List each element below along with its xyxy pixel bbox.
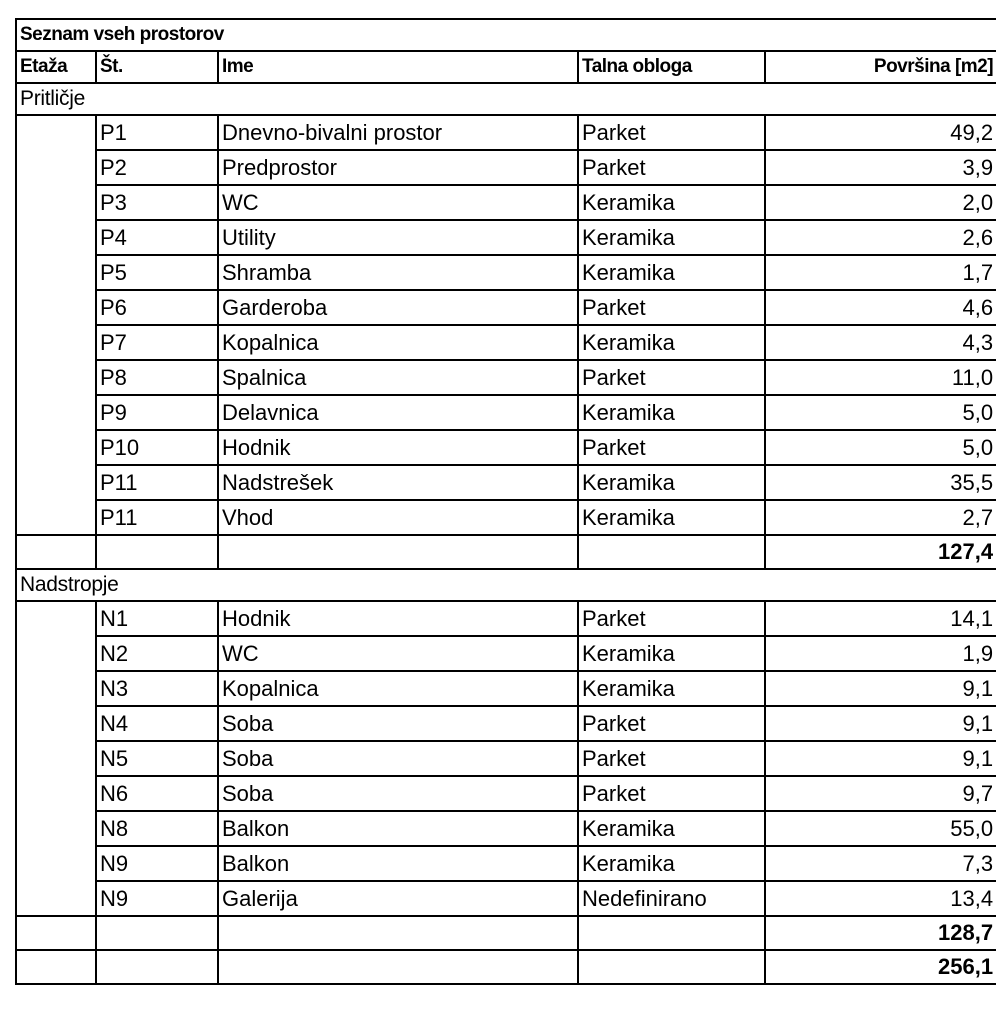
room-area: 55,0	[765, 811, 996, 846]
room-flooring: Nedefinirano	[578, 881, 765, 916]
table-row	[16, 846, 996, 881]
empty-cell	[218, 535, 578, 569]
table-row	[16, 811, 996, 846]
table-title: Seznam vseh prostorov	[16, 19, 996, 51]
section-subtotal: 127,4	[765, 535, 996, 569]
empty-cell	[16, 535, 96, 569]
room-number: P7	[96, 325, 218, 360]
room-name: Soba	[218, 776, 578, 811]
room-name: Hodnik	[218, 601, 578, 636]
empty-cell	[16, 916, 96, 950]
room-area: 4,3	[765, 325, 996, 360]
room-area: 13,4	[765, 881, 996, 916]
room-number: P9	[96, 395, 218, 430]
room-area: 14,1	[765, 601, 996, 636]
room-area: 9,1	[765, 706, 996, 741]
room-name: Dnevno-bivalni prostor	[218, 115, 578, 150]
room-flooring: Keramika	[578, 846, 765, 881]
section-header-row	[16, 83, 996, 115]
table-row	[16, 465, 996, 500]
section-header-row	[16, 569, 996, 601]
room-name: Shramba	[218, 255, 578, 290]
room-number: P6	[96, 290, 218, 325]
room-flooring: Keramika	[578, 395, 765, 430]
room-name: Vhod	[218, 500, 578, 535]
section-subtotal: 128,7	[765, 916, 996, 950]
grand-total-row	[16, 950, 996, 984]
room-area: 1,7	[765, 255, 996, 290]
empty-cell	[96, 535, 218, 569]
room-name: Nadstrešek	[218, 465, 578, 500]
room-area: 5,0	[765, 395, 996, 430]
room-name: Spalnica	[218, 360, 578, 395]
room-number: N1	[96, 601, 218, 636]
table-row	[16, 290, 996, 325]
room-name: Balkon	[218, 846, 578, 881]
room-number: N3	[96, 671, 218, 706]
room-number: P11	[96, 500, 218, 535]
header-row	[16, 51, 996, 83]
room-area: 4,6	[765, 290, 996, 325]
room-number: P4	[96, 220, 218, 255]
room-area: 2,7	[765, 500, 996, 535]
room-flooring: Parket	[578, 601, 765, 636]
room-name: WC	[218, 185, 578, 220]
section-title: Pritličje	[16, 83, 996, 115]
room-number: N8	[96, 811, 218, 846]
room-number: P2	[96, 150, 218, 185]
table-row	[16, 741, 996, 776]
empty-cell	[16, 950, 96, 984]
table-row	[16, 360, 996, 395]
room-flooring: Parket	[578, 115, 765, 150]
header-flooring: Talna obloga	[578, 51, 765, 83]
room-flooring: Parket	[578, 776, 765, 811]
room-flooring: Parket	[578, 290, 765, 325]
room-number: N5	[96, 741, 218, 776]
room-number: N4	[96, 706, 218, 741]
header-floor: Etaža	[16, 51, 96, 83]
empty-cell	[96, 950, 218, 984]
room-number: P3	[96, 185, 218, 220]
empty-cell	[96, 916, 218, 950]
room-name: Utility	[218, 220, 578, 255]
room-area: 11,0	[765, 360, 996, 395]
table-row	[16, 706, 996, 741]
table-row	[16, 115, 996, 150]
room-list-document	[15, 18, 996, 985]
floor-cell	[16, 601, 96, 916]
header-name: Ime	[218, 51, 578, 83]
room-name: Kopalnica	[218, 325, 578, 360]
room-flooring: Parket	[578, 360, 765, 395]
header-number: Št.	[96, 51, 218, 83]
room-flooring: Keramika	[578, 325, 765, 360]
room-table	[15, 18, 996, 985]
room-flooring: Keramika	[578, 671, 765, 706]
room-number: N6	[96, 776, 218, 811]
empty-cell	[218, 916, 578, 950]
empty-cell	[578, 950, 765, 984]
table-row	[16, 636, 996, 671]
room-area: 9,7	[765, 776, 996, 811]
room-name: Garderoba	[218, 290, 578, 325]
table-row	[16, 395, 996, 430]
room-number: P5	[96, 255, 218, 290]
table-row	[16, 776, 996, 811]
room-flooring: Keramika	[578, 465, 765, 500]
room-number: P1	[96, 115, 218, 150]
room-flooring: Keramika	[578, 500, 765, 535]
table-row	[16, 325, 996, 360]
floor-cell	[16, 115, 96, 535]
room-area: 1,9	[765, 636, 996, 671]
room-flooring: Keramika	[578, 220, 765, 255]
room-number: N9	[96, 881, 218, 916]
room-flooring: Parket	[578, 150, 765, 185]
room-number: P10	[96, 430, 218, 465]
table-row	[16, 185, 996, 220]
room-area: 9,1	[765, 671, 996, 706]
room-flooring: Keramika	[578, 255, 765, 290]
room-area: 3,9	[765, 150, 996, 185]
room-number: P8	[96, 360, 218, 395]
subtotal-row	[16, 916, 996, 950]
room-name: Soba	[218, 706, 578, 741]
room-area: 35,5	[765, 465, 996, 500]
room-area: 2,0	[765, 185, 996, 220]
room-name: Delavnica	[218, 395, 578, 430]
section-title: Nadstropje	[16, 569, 996, 601]
empty-cell	[578, 535, 765, 569]
empty-cell	[578, 916, 765, 950]
table-row	[16, 430, 996, 465]
table-row	[16, 881, 996, 916]
room-area: 49,2	[765, 115, 996, 150]
room-name: Predprostor	[218, 150, 578, 185]
table-row	[16, 500, 996, 535]
room-area: 9,1	[765, 741, 996, 776]
room-name: WC	[218, 636, 578, 671]
room-number: P11	[96, 465, 218, 500]
room-name: Kopalnica	[218, 671, 578, 706]
table-row	[16, 601, 996, 636]
room-flooring: Keramika	[578, 185, 765, 220]
room-flooring: Parket	[578, 706, 765, 741]
room-area: 5,0	[765, 430, 996, 465]
subtotal-row	[16, 535, 996, 569]
room-name: Galerija	[218, 881, 578, 916]
room-flooring: Parket	[578, 741, 765, 776]
table-row	[16, 671, 996, 706]
grand-total: 256,1	[765, 950, 996, 984]
room-number: N9	[96, 846, 218, 881]
empty-cell	[218, 950, 578, 984]
table-row	[16, 255, 996, 290]
table-row	[16, 150, 996, 185]
table-row	[16, 220, 996, 255]
room-area: 2,6	[765, 220, 996, 255]
room-flooring: Keramika	[578, 636, 765, 671]
room-name: Hodnik	[218, 430, 578, 465]
title-row	[16, 19, 996, 51]
header-area: Površina [m2]	[765, 51, 996, 83]
room-name: Balkon	[218, 811, 578, 846]
room-name: Soba	[218, 741, 578, 776]
room-flooring: Parket	[578, 430, 765, 465]
room-number: N2	[96, 636, 218, 671]
room-flooring: Keramika	[578, 811, 765, 846]
room-area: 7,3	[765, 846, 996, 881]
